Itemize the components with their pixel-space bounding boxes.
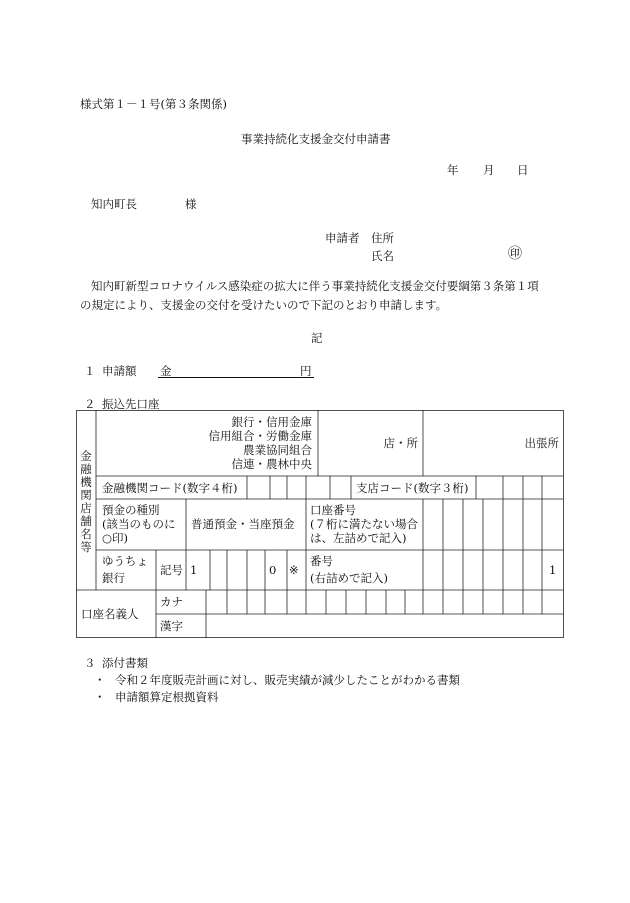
deposit-type-label-2: (該当のものに bbox=[102, 517, 176, 531]
body-text-line1: 知内町新型コロナウイルス感染症の拡大に伴う事業持続化支援金交付要綱第３条第１項 bbox=[91, 279, 539, 293]
applicant-address-label: 住所 bbox=[371, 231, 394, 245]
section3-label: 添付書類 bbox=[102, 656, 148, 670]
amount-suffix: 円 bbox=[300, 364, 312, 378]
account-number-label-1: 口座番号 bbox=[310, 503, 356, 517]
branch-label: 店・所 bbox=[383, 436, 418, 450]
document-title: 事業持続化支援金交付申請書 bbox=[241, 132, 391, 146]
deposit-type-label-1: 預金の種別 bbox=[102, 503, 160, 517]
account-holder-label: 口座名義人 bbox=[81, 607, 139, 621]
attachment-bullet-2: ・ bbox=[94, 690, 106, 704]
kigo-mark: ※ bbox=[289, 563, 299, 577]
kigo-zero-digit: 0 bbox=[269, 563, 277, 577]
deposit-type-label-3: ○印) bbox=[102, 531, 129, 545]
seal-icon: ㊞ bbox=[508, 246, 522, 262]
bank-type-4: 信連・農林中央 bbox=[231, 457, 312, 471]
date-year-label: 年 bbox=[447, 163, 459, 177]
bank-code-label: 金融機関コード(数字４桁) bbox=[102, 481, 238, 495]
section1-number: １ bbox=[84, 364, 96, 378]
bank-type-3: 農業協同組合 bbox=[243, 443, 312, 457]
bank-type-2: 信用組合・労働金庫 bbox=[208, 429, 312, 443]
body-text-line2: の規定により、支援金の交付を受けたいので下記のとおり申請します。 bbox=[80, 298, 448, 312]
deposit-options[interactable]: 普通預金・当座預金 bbox=[191, 517, 295, 531]
ki-marker: 記 bbox=[311, 331, 323, 345]
account-number-label-3: は、左詰めで記入) bbox=[310, 531, 407, 545]
kana-label: カナ bbox=[160, 595, 183, 609]
kanji-name-field[interactable] bbox=[207, 615, 563, 637]
amount-prefix: 金 bbox=[160, 364, 172, 378]
bank-type-1: 銀行・信用金庫 bbox=[231, 415, 312, 429]
bango-last-digit: 1 bbox=[549, 563, 557, 577]
amount-underline[interactable] bbox=[158, 377, 314, 378]
addressee-honorific: 様 bbox=[185, 197, 197, 211]
attachment-bullet-1: ・ bbox=[94, 673, 106, 687]
applicant-label: 申請者 bbox=[325, 231, 360, 245]
account-number-label-2: (７桁に満たない場合 bbox=[310, 517, 418, 531]
bango-label-1: 番号 bbox=[310, 554, 333, 568]
kigo-first-digit: 1 bbox=[190, 563, 198, 577]
sub-branch-label: 出張所 bbox=[524, 436, 559, 450]
form-number: 様式第１－１号(第３条関係) bbox=[80, 97, 227, 111]
kanji-label: 漢字 bbox=[160, 619, 183, 633]
section1-label: 申請額 bbox=[102, 364, 137, 378]
kigo-label: 記号 bbox=[160, 563, 183, 577]
attachment-item-1: 令和２年度販売計画に対し、販売実績が減少したことがわかる書類 bbox=[115, 673, 460, 687]
yucho-label-1: ゆうちょ bbox=[102, 554, 148, 568]
institution-vertical-header: 金融機関店舗名等 bbox=[80, 449, 92, 554]
yucho-label-2: 銀行 bbox=[102, 571, 125, 585]
applicant-name-label: 氏名 bbox=[371, 249, 394, 263]
section3-number: ３ bbox=[84, 656, 96, 670]
section2-number: ２ bbox=[84, 397, 96, 411]
attachment-item-2: 申請額算定根拠資料 bbox=[115, 690, 219, 704]
branch-code-label: 支店コード(数字３桁) bbox=[356, 481, 469, 495]
date-month-label: 月 bbox=[483, 163, 495, 177]
addressee-name: 知内町長 bbox=[91, 197, 137, 211]
bango-label-2: (右詰めで記入) bbox=[310, 571, 388, 585]
section2-label: 振込先口座 bbox=[102, 397, 160, 411]
date-day-label: 日 bbox=[517, 163, 529, 177]
bank-account-table bbox=[76, 410, 564, 638]
